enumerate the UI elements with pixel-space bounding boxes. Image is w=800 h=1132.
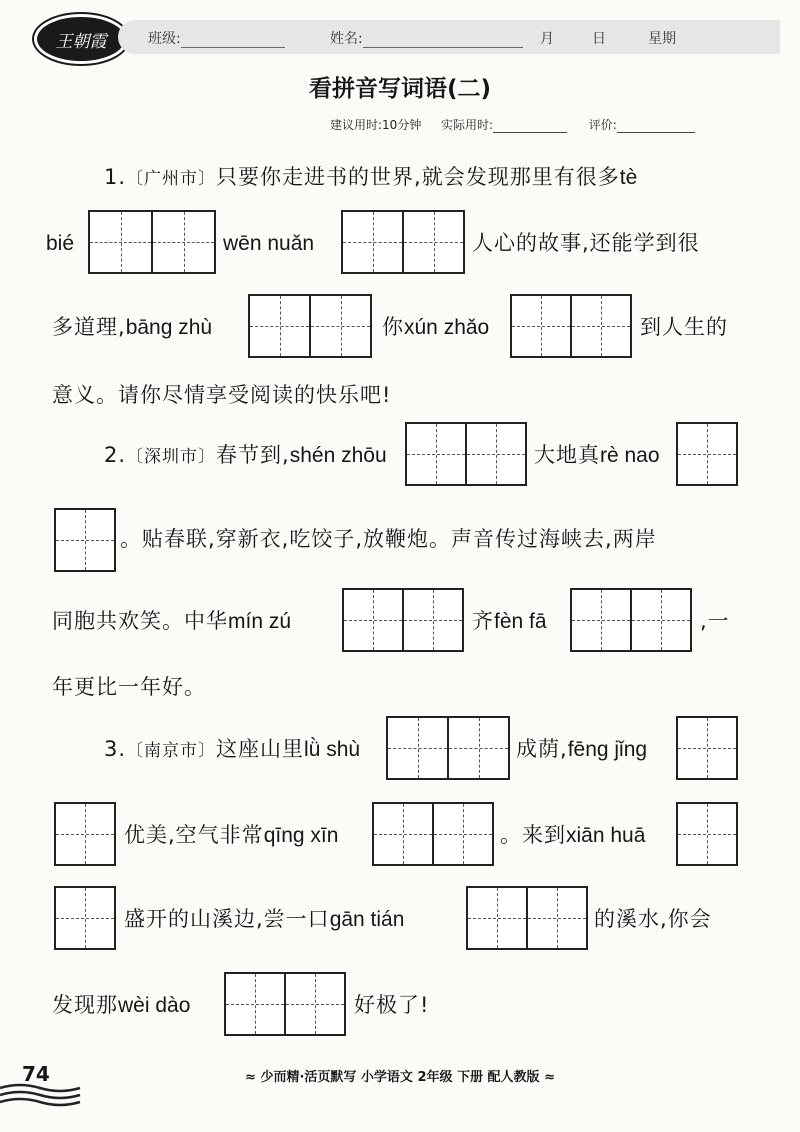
q2-line-3c bbox=[700, 606, 730, 636]
q1-line-2b bbox=[223, 228, 314, 259]
q2-text-3b: 齐 bbox=[472, 609, 494, 633]
q3-text-3a: 盛开的山溪边,尝一口 bbox=[124, 907, 330, 931]
q1-text-3a: 多道理, bbox=[52, 315, 126, 339]
actual-time-blank bbox=[493, 120, 567, 133]
page-title: 看拼音写词语(二) bbox=[308, 76, 492, 102]
evaluation-blank bbox=[617, 120, 695, 133]
q3-line-4a bbox=[52, 990, 190, 1021]
q3-line-2a bbox=[124, 820, 338, 851]
q1-line-2c bbox=[472, 228, 700, 258]
q3-grid-fengjing-2[interactable] bbox=[54, 802, 116, 866]
q3-pinyin-qingxin: qīng xīn bbox=[263, 824, 339, 847]
name-blank bbox=[363, 33, 523, 48]
q3-number: 3. bbox=[104, 737, 127, 761]
week-label: 星期 bbox=[648, 31, 676, 47]
q2-text-4: 年更比一年好。 bbox=[52, 675, 206, 699]
q2-line-3b bbox=[472, 606, 547, 637]
q2-line-1 bbox=[104, 440, 387, 472]
q3-grid-weidao[interactable] bbox=[224, 972, 346, 1036]
q1-text-4: 意义。请你尽情享受阅读的快乐吧! bbox=[52, 383, 392, 407]
q3-grid-xianhua-1[interactable] bbox=[676, 802, 738, 866]
q3-text-1: 这座山里 bbox=[216, 737, 305, 761]
q3-pinyin-fengjing: fēng jǐng bbox=[567, 738, 648, 761]
q3-grid-fengjing-1[interactable] bbox=[676, 716, 738, 780]
q2-grid-fenfa[interactable] bbox=[570, 588, 692, 652]
q3-text-2b: 。来到 bbox=[500, 823, 566, 847]
class-blank bbox=[181, 33, 285, 48]
q1-text-3b: 你 bbox=[382, 315, 404, 339]
name-label: 姓名: bbox=[330, 31, 363, 47]
q1-region: 〔广州市〕 bbox=[126, 169, 217, 189]
q3-pinyin-xianhua: xiān huā bbox=[566, 824, 646, 847]
q1-grid-xunzhao[interactable] bbox=[510, 294, 632, 358]
month-label: 月 bbox=[540, 31, 554, 47]
evaluation-label: 评价: bbox=[588, 118, 617, 132]
q3-grid-gantian[interactable] bbox=[466, 886, 588, 950]
q1-pinyin-tebie-a: tè bbox=[619, 166, 638, 189]
class-field bbox=[148, 28, 285, 48]
q3-line-1 bbox=[104, 734, 360, 766]
name-field bbox=[330, 28, 523, 48]
q1-text-3c: 到人生的 bbox=[640, 315, 728, 339]
q2-text-1c: 大地真 bbox=[534, 443, 600, 467]
q3-text-4b: 好极了! bbox=[354, 993, 430, 1017]
q3-text-3b: 的溪水,你会 bbox=[594, 907, 712, 931]
class-label: 班级: bbox=[148, 31, 181, 47]
q1-text-2: 人心的故事,还能学到很 bbox=[472, 231, 700, 255]
wave-decoration bbox=[0, 1082, 90, 1108]
q2-text-1: 春节到, bbox=[216, 443, 290, 467]
q1-number: 1. bbox=[104, 165, 127, 189]
q1-line-1 bbox=[104, 162, 637, 194]
q3-line-3a bbox=[124, 904, 404, 935]
q3-line-2b bbox=[500, 820, 645, 851]
q3-grid-xianhua-2[interactable] bbox=[54, 886, 116, 950]
q3-line-3b bbox=[594, 904, 712, 934]
q2-text-2: 。贴春联,穿新衣,吃饺子,放鞭炮。声音传过海峡去,两岸 bbox=[120, 527, 657, 551]
q1-grid-bangzhu[interactable] bbox=[248, 294, 372, 358]
q2-grid-renao-2[interactable] bbox=[54, 508, 116, 572]
q2-text-3a: 同胞共欢笑。中华 bbox=[52, 609, 228, 633]
q1-grid-tebie[interactable] bbox=[88, 210, 216, 274]
q2-grid-minzu[interactable] bbox=[342, 588, 464, 652]
q2-pinyin-fenfa: fèn fā bbox=[494, 610, 547, 633]
q3-text-1c: 成荫, bbox=[516, 737, 568, 761]
q2-grid-renao-1[interactable] bbox=[676, 422, 738, 486]
q3-pinyin-weidao: wèi dào bbox=[118, 994, 191, 1017]
q1-pinyin-xunzhao: xún zhǎo bbox=[404, 316, 490, 339]
q2-region: 〔深圳市〕 bbox=[126, 447, 217, 467]
q1-line-2a bbox=[46, 228, 74, 259]
q1-line-3a bbox=[52, 312, 212, 343]
q3-line-4b bbox=[354, 990, 429, 1020]
q3-text-4a: 发现那 bbox=[52, 993, 118, 1017]
q2-pinyin-minzu: mín zú bbox=[228, 610, 292, 633]
page-number: 74 bbox=[22, 1062, 50, 1086]
q2-grid-shenzhou[interactable] bbox=[405, 422, 527, 486]
q3-pinyin-gantian: gān tián bbox=[329, 908, 405, 931]
q2-line-1b bbox=[534, 440, 660, 471]
q2-number: 2. bbox=[104, 443, 127, 467]
q1-pinyin-wennuan: wēn nuǎn bbox=[223, 232, 315, 255]
student-info-bar bbox=[118, 20, 780, 54]
q2-text-3c: ,一 bbox=[700, 609, 730, 633]
day-label: 日 bbox=[592, 31, 606, 47]
q1-grid-wennuan[interactable] bbox=[341, 210, 465, 274]
q1-line-3c bbox=[640, 312, 728, 342]
q2-pinyin-shenzhou: shén zhōu bbox=[289, 444, 387, 467]
q3-text-2a: 优美,空气非常 bbox=[124, 823, 264, 847]
q2-line-2 bbox=[120, 524, 657, 554]
q3-grid-lushu[interactable] bbox=[386, 716, 510, 780]
q2-pinyin-renao: rè nao bbox=[600, 444, 660, 467]
footer-book-info: ≈ 少而精·活页默写 小学语文 2年级 下册 配人教版 ≈ bbox=[245, 1070, 555, 1085]
suggested-time: 建议用时:10分钟 bbox=[330, 118, 422, 132]
q3-region: 〔南京市〕 bbox=[126, 741, 217, 761]
q1-line-4 bbox=[52, 380, 391, 410]
publisher-logo: 王朝霞 bbox=[34, 14, 128, 64]
q3-grid-qingxin[interactable] bbox=[372, 802, 494, 866]
actual-time-label: 实际用时: bbox=[440, 118, 494, 132]
q1-text-1: 只要你走进书的世界,就会发现那里有很多 bbox=[216, 165, 620, 189]
q2-line-3a bbox=[52, 606, 291, 637]
q1-pinyin-tebie-b: bié bbox=[46, 232, 75, 255]
q3-line-1b bbox=[516, 734, 647, 765]
q3-pinyin-lushu: lǜ shù bbox=[304, 738, 361, 761]
q1-line-3b bbox=[382, 312, 489, 343]
time-meta bbox=[330, 116, 695, 133]
q1-pinyin-bangzhu: bāng zhù bbox=[125, 316, 213, 339]
q2-line-4 bbox=[52, 672, 206, 702]
